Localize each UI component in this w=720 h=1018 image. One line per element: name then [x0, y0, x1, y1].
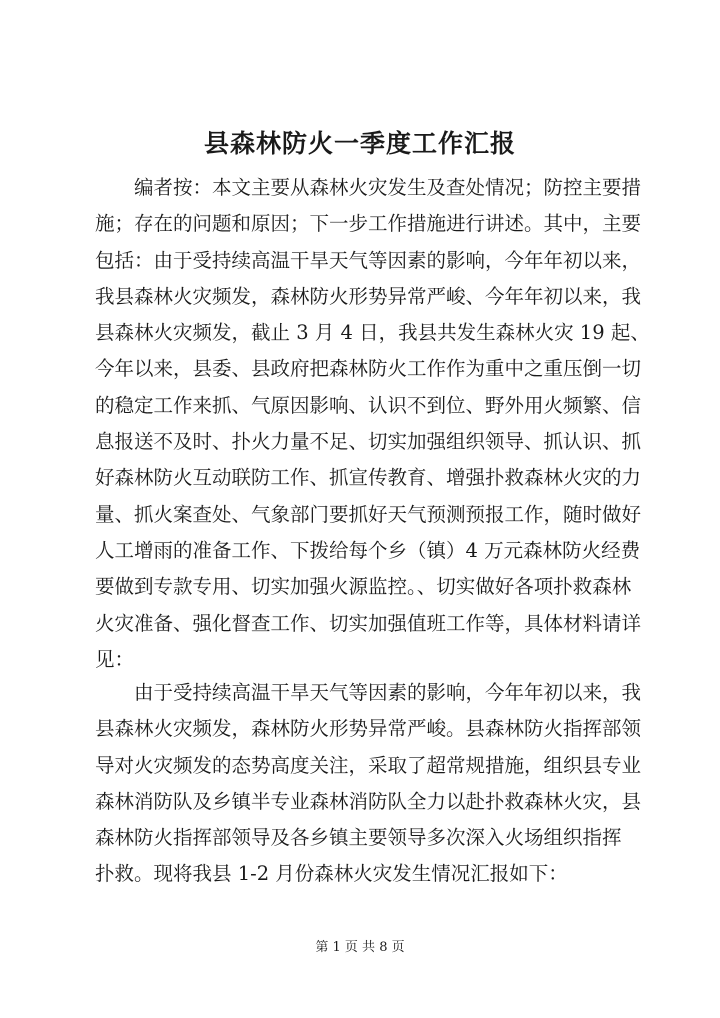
paragraph-line: 今年以来，县委、县政府把森林防火工作作为重中之重压倒一切 [95, 357, 642, 381]
paragraph-line: 森林防火指挥部领导及各乡镇主要领导多次深入火场组织指挥 [95, 826, 622, 850]
paragraph-line: 编者按：本文主要从森林火灾发生及查处情况；防控主要措 [134, 176, 642, 199]
paragraph-line: 包括：由于受持续高温干旱天气等因素的影响，今年年初以来， [95, 248, 642, 272]
paragraph-line: 息报送不及时、扑火力量不足、切实加强组织领导、抓认识、抓 [95, 430, 642, 454]
paragraph-line: 的稳定工作来抓、气原因影响、认识不到位、野外用火频繁、信 [95, 393, 642, 417]
editor-note-paragraph [95, 170, 650, 678]
paragraph-line: 施；存在的问题和原因；下一步工作措施进行讲述。其中，主要 [95, 212, 642, 236]
paragraph-line: 见： [95, 647, 135, 671]
paragraph-line: 火灾准备、强化督查工作、切实加强值班工作等，具体材料请详 [95, 611, 642, 635]
paragraph-line: 导对火灾频发的态势高度关注，采取了超常规措施，组织县专业 [95, 753, 642, 777]
page-number-footer: 第 1 页 共 8 页 [315, 940, 405, 955]
paragraph-line: 我县森林火灾频发，森林防火形势异常严峻、今年年初以来，我 [95, 284, 642, 308]
paragraph-line: 县森林火灾频发，森林防火形势异常严峻。县森林防火指挥部领 [95, 717, 642, 741]
paragraph-line: 由于受持续高温干旱天气等因素的影响，今年年初以来，我 [134, 681, 642, 704]
document-title: 县森林防火一季度工作汇报 [203, 129, 516, 158]
paragraph-line: 扑救。现将我县 1-2 月份森林火灾发生情况汇报如下： [95, 862, 568, 886]
paragraph-line: 人工增雨的准备工作、下拨给每个乡（镇）4 万元森林防火经费 [95, 538, 641, 562]
paragraph-line: 县森林火灾频发，截止 3 月 4 日，我县共发生森林火灾 19 起、 [95, 321, 650, 345]
paragraph-line: 量、抓火案查处、气象部门要抓好天气预测预报工作，随时做好 [95, 502, 642, 526]
paragraph-line: 好森林防火互动联防工作、抓宣传教育、增强扑救森林火灾的力 [95, 466, 642, 490]
paragraph-line: 要做到专款专用、切实加强火源监控。、切实做好各项扑救森林 [95, 575, 632, 599]
body-paragraph [95, 675, 640, 893]
paragraph-line: 森林消防队及乡镇半专业森林消防队全力以赴扑救森林火灾，县 [95, 789, 642, 813]
